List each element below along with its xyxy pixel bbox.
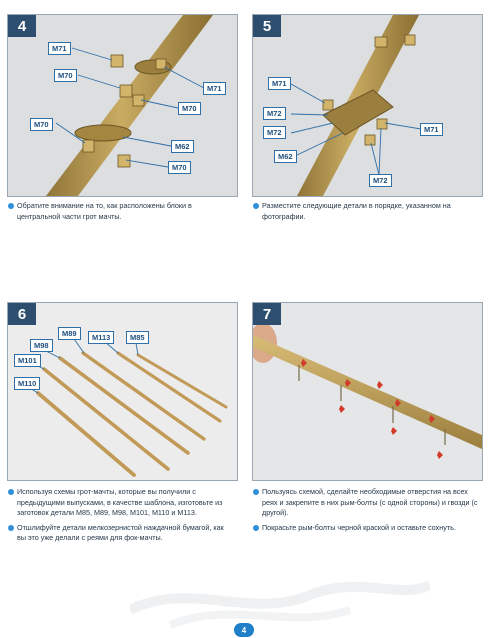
part-label: M71 — [420, 123, 443, 136]
bullet-icon — [8, 489, 14, 495]
part-label: M72 — [263, 107, 286, 120]
page-number: 4 — [234, 623, 254, 637]
part-label: M101 — [14, 354, 41, 367]
part-label: M70 — [30, 118, 53, 131]
part-label: M62 — [274, 150, 297, 163]
part-label: M71 — [48, 42, 71, 55]
step-7-number: 7 — [253, 303, 281, 325]
step-7-photo — [252, 302, 483, 481]
step-6-photo — [7, 302, 238, 481]
step-7-yard-illustration — [253, 303, 482, 480]
step-4-number: 4 — [8, 15, 36, 37]
bullet-icon — [253, 525, 259, 531]
part-label: M85 — [126, 331, 149, 344]
step-5-photo — [252, 14, 483, 197]
part-label: M70 — [178, 102, 201, 115]
part-label: M110 — [14, 377, 40, 390]
part-label: M113 — [88, 331, 114, 344]
part-label: M98 — [30, 339, 53, 352]
part-label: M72 — [263, 126, 286, 139]
part-label: M72 — [369, 174, 392, 187]
step-6-yards-illustration — [8, 303, 237, 480]
decorative-wave — [130, 540, 430, 630]
step-5-caption: Разместите следующие детали в порядке, указанном на фотографии. — [253, 201, 479, 226]
step-6-caption: Используя схемы грот-мачты, которые вы получили с предыдущими выпусками, в качестве шаблона, изготовьте из заготовок детали M85, M89, M98, M101, M110 и M113. Отшлифуйте детали мелкозернистой наждачной бумагой, как вы это уже делали с реями для фок-мачты. — [8, 487, 234, 548]
part-label: M71 — [268, 77, 291, 90]
step-4-mast-illustration — [8, 15, 237, 196]
bullet-icon — [253, 489, 259, 495]
step-5-number: 5 — [253, 15, 281, 37]
part-label: M62 — [171, 140, 194, 153]
step-4-caption: Обратите внимание на то, как расположены блоки в центральной части грот мачты. — [8, 201, 234, 226]
part-label: M70 — [54, 69, 77, 82]
step-7-caption: Пользуясь схемой, сделайте необходимые отверстия на всех реях и закрепите в них рым-болты (с одной стороны) и гвозди (с другой). Покрасьте рым-болты черной краской и оставьте сохнуть. — [253, 487, 479, 537]
step-5-mast-illustration — [253, 15, 482, 196]
part-label: M89 — [58, 327, 81, 340]
step-4-photo — [7, 14, 238, 197]
bullet-icon — [8, 525, 14, 531]
bullet-icon — [8, 203, 14, 209]
part-label: M70 — [168, 161, 191, 174]
bullet-icon — [253, 203, 259, 209]
step-6-number: 6 — [8, 303, 36, 325]
part-label: M71 — [203, 82, 226, 95]
